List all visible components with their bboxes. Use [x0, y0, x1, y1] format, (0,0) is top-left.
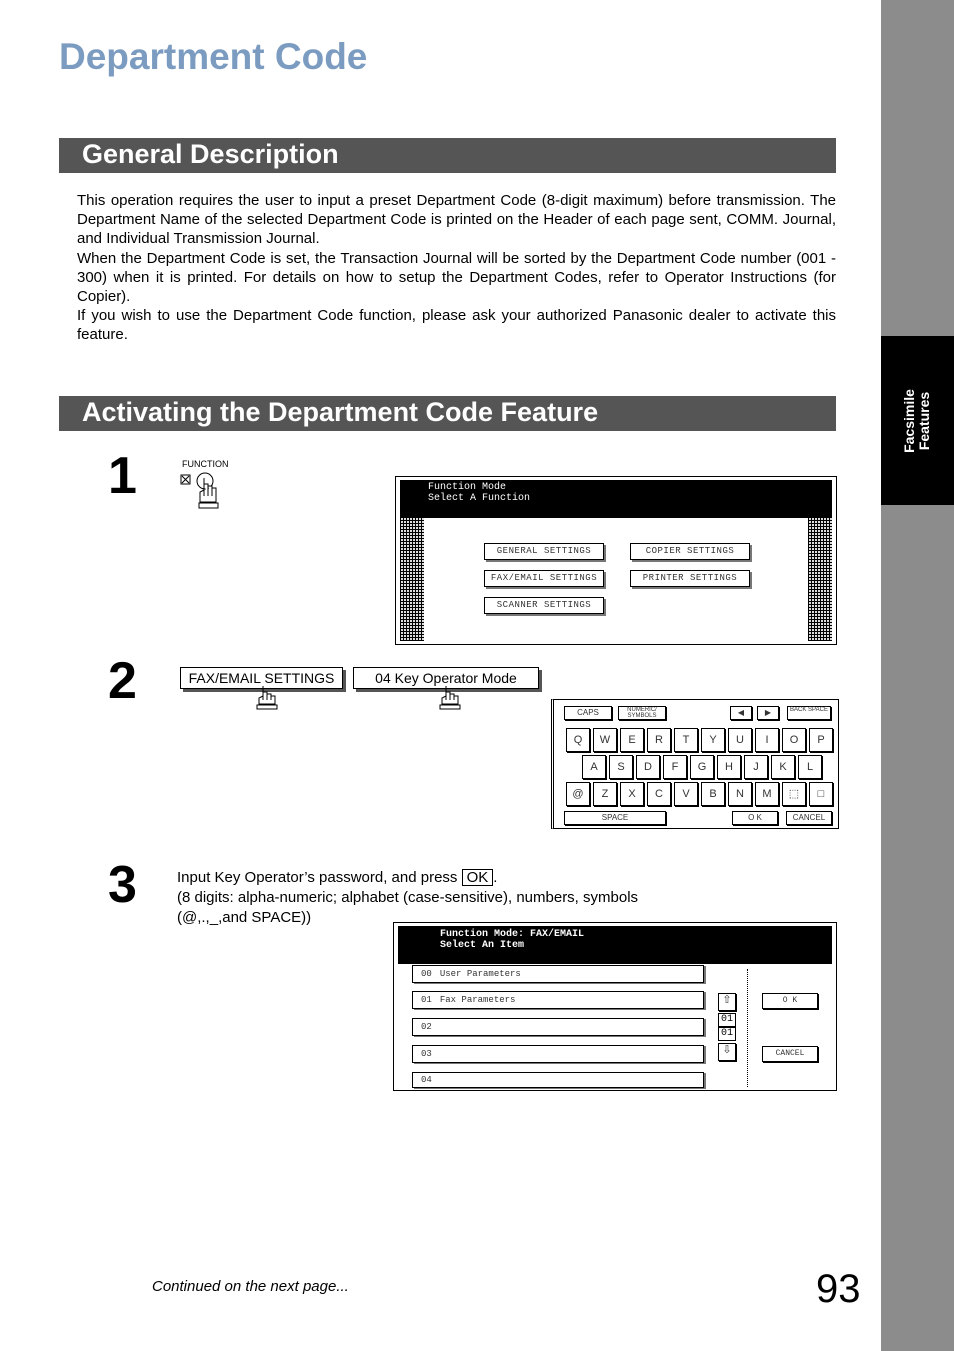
ok-button[interactable]: O K [762, 993, 818, 1009]
cancel-key[interactable]: CANCEL [786, 811, 832, 825]
sidebar-strip [881, 0, 954, 1351]
item-number: 04 [421, 1075, 432, 1085]
scroll-down-button[interactable] [718, 1043, 736, 1061]
key[interactable]: B [701, 782, 725, 806]
space-key[interactable]: SPACE [564, 811, 666, 825]
page-title: Department Code [59, 36, 368, 77]
key[interactable]: T [674, 728, 698, 752]
lcd-hatch-left [400, 517, 424, 641]
instruction-text: Input Key Operator’s password, and press [177, 869, 458, 886]
section-heading-activating: Activating the Department Code Feature [82, 397, 599, 427]
step3-line3: (@,.,_,and SPACE)) [177, 909, 312, 926]
finger-press-icon [436, 684, 464, 715]
item-number: 03 [421, 1049, 432, 1059]
step-number: 2 [108, 652, 137, 710]
paragraph: This operation requires the user to input a preset Department Code (8-digit maximum) before transmission. The Department Name of the selected Department Code is printed on the Header of each page sent, COMM. Journal, and Individual Transmission Journal. [77, 192, 836, 248]
finger-press-icon [180, 470, 230, 510]
key[interactable]: U [728, 728, 752, 752]
item-number: 01 [421, 995, 432, 1005]
finger-press-icon [253, 684, 281, 715]
instruction-text: . [493, 869, 498, 886]
item-row[interactable] [412, 1072, 704, 1088]
key[interactable]: Q [566, 728, 590, 752]
key[interactable]: K [771, 755, 795, 779]
fax-email-settings-button[interactable]: FAX/EMAIL SETTINGS [484, 570, 604, 587]
lcd-fax-email-mode [393, 922, 837, 1091]
key[interactable]: L [798, 755, 822, 779]
arrow-down-icon: ⇩ [722, 1044, 732, 1056]
lcd-header [398, 926, 832, 964]
key[interactable]: G [690, 755, 714, 779]
page-number: 93 [816, 1267, 861, 1311]
key[interactable]: Y [701, 728, 725, 752]
symbol-key[interactable] [782, 782, 806, 806]
item-label: User Parameters [439, 969, 521, 979]
section-heading-bar [59, 396, 836, 431]
general-settings-button[interactable]: GENERAL SETTINGS [484, 543, 604, 560]
lcd-header-line1: Function Mode [428, 482, 507, 493]
section-heading-bar [59, 138, 836, 173]
step-number: 3 [108, 856, 137, 914]
continued-note: Continued on the next page... [152, 1278, 349, 1295]
step3-line1 [177, 868, 697, 888]
item-row[interactable] [412, 991, 704, 1009]
ok-key[interactable]: O K [732, 811, 778, 825]
key[interactable]: J [744, 755, 768, 779]
paragraph: If you wish to use the Department Code function, please ask your authorized Panasonic dealer to activate this feature. [77, 307, 836, 344]
lcd-header [400, 480, 832, 518]
key[interactable]: @ [566, 782, 590, 806]
page-current: 01 [718, 1013, 736, 1027]
caps-key[interactable]: CAPS [564, 706, 612, 720]
cancel-button[interactable]: CANCEL [762, 1046, 818, 1062]
key[interactable]: S [609, 755, 633, 779]
step3-line2: (8 digits: alpha-numeric; alphabet (case-sensitive), numbers, symbols [177, 889, 639, 906]
copier-settings-button[interactable]: COPIER SETTINGS [630, 543, 750, 560]
key[interactable]: Z [593, 782, 617, 806]
key[interactable]: M [755, 782, 779, 806]
key[interactable]: W [593, 728, 617, 752]
item-label: Fax Parameters [439, 995, 516, 1005]
section-tab-line1: Facsimile [901, 388, 917, 453]
page-total: 01 [718, 1027, 736, 1041]
key[interactable]: I [755, 728, 779, 752]
printer-settings-button[interactable]: PRINTER SETTINGS [630, 570, 750, 587]
cursor-left-key[interactable] [730, 706, 752, 720]
backspace-key[interactable]: BACK SPACE [787, 706, 831, 720]
arrow-up-icon: ⇧ [722, 994, 732, 1006]
key[interactable]: H [717, 755, 741, 779]
section-tab-label [897, 336, 937, 505]
scanner-settings-button[interactable]: SCANNER SETTINGS [484, 597, 604, 614]
section-heading-general: General Description [82, 139, 339, 169]
item-number: 02 [421, 1022, 432, 1032]
item-number: 00 [421, 969, 432, 979]
key[interactable]: F [663, 755, 687, 779]
key[interactable]: E [620, 728, 644, 752]
item-row[interactable] [412, 1018, 704, 1036]
ok-key-ref: OK [462, 869, 494, 886]
scroll-up-button[interactable] [718, 993, 736, 1011]
function-key[interactable] [180, 470, 230, 510]
key[interactable]: R [647, 728, 671, 752]
key[interactable]: V [674, 782, 698, 806]
key-operator-mode-tab[interactable]: 04 Key Operator Mode [353, 667, 539, 689]
arrow-left-icon: ◀ [737, 708, 745, 717]
item-row[interactable] [412, 965, 704, 983]
description-text [77, 191, 836, 345]
numeric-symbols-key[interactable]: NUMERIC/ SYMBOLS [618, 706, 666, 720]
arrow-right-icon: ▶ [764, 708, 772, 717]
key[interactable]: O [782, 728, 806, 752]
key[interactable]: P [809, 728, 833, 752]
lcd-keyboard [551, 699, 839, 829]
key[interactable]: C [647, 782, 671, 806]
key[interactable]: A [582, 755, 606, 779]
lcd-header-line1: Function Mode: FAX/EMAIL [440, 929, 585, 940]
divider [747, 969, 748, 1087]
fax-email-settings-tab[interactable]: FAX/EMAIL SETTINGS [180, 667, 343, 689]
lcd-function-mode [395, 476, 837, 645]
lcd-header-line2: Select An Item [440, 940, 525, 951]
key[interactable]: X [620, 782, 644, 806]
section-tab-line2: Features [916, 391, 932, 450]
square-icon: □ [817, 788, 825, 800]
page-indicator [718, 1013, 736, 1041]
step-number: 1 [108, 447, 137, 505]
dotted-square-icon: ⬚ [788, 788, 800, 800]
function-key-label: FUNCTION [182, 459, 229, 469]
step3-instructions [177, 868, 697, 928]
paragraph: When the Department Code is set, the Transaction Journal will be sorted by the Department Code number (001 - 300) when it is printed. For details on how to setup the Department Codes, refer to Operator Instructions (for Copier). [77, 249, 836, 306]
cursor-right-key[interactable] [757, 706, 779, 720]
item-row[interactable] [412, 1045, 704, 1063]
symbol-key[interactable] [809, 782, 833, 806]
key[interactable]: N [728, 782, 752, 806]
lcd-hatch-right [808, 517, 832, 641]
key[interactable]: D [636, 755, 660, 779]
lcd-header-line2: Select A Function [428, 493, 531, 504]
